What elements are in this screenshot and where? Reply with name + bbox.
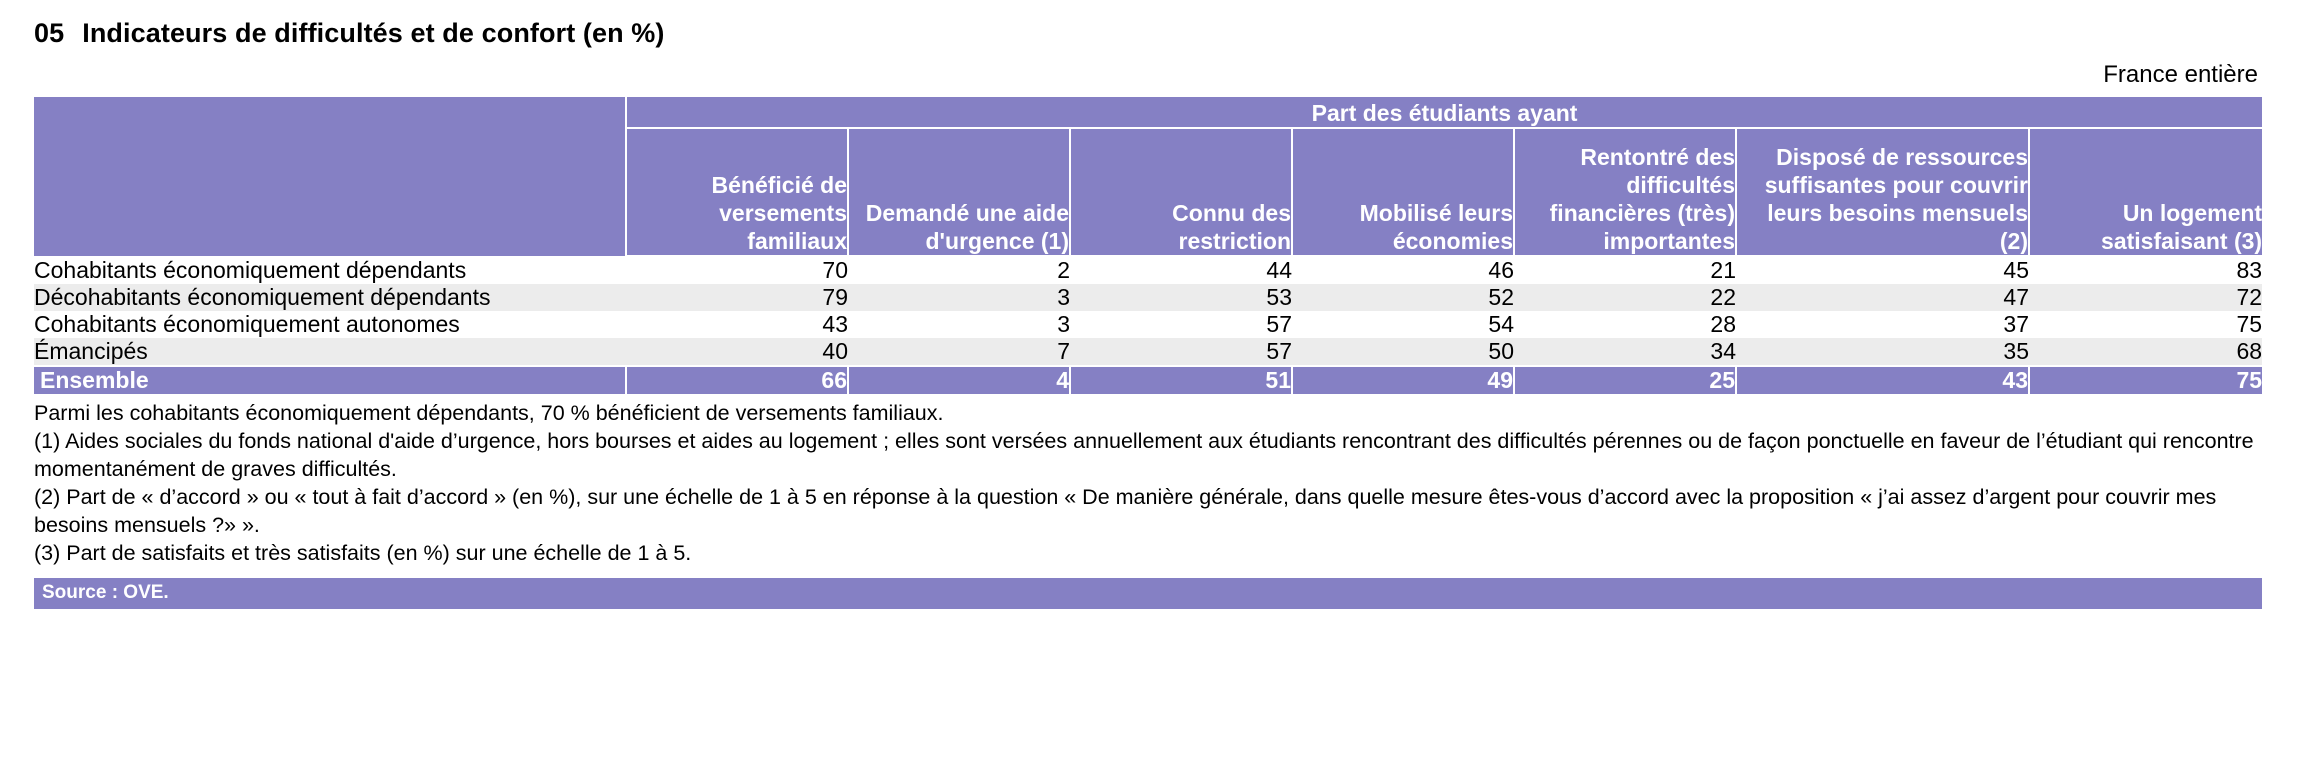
cell-value: 34 [1514, 338, 1736, 366]
column-header-logement-satisfaisant: Un logement satisfaisant (3) [2029, 128, 2262, 256]
note-3: (3) Part de satisfaits et très satisfaits (en %) sur une échelle de 1 à 5. [34, 540, 692, 565]
column-header-restriction: Connu des restriction [1070, 128, 1292, 256]
cell-value: 53 [1070, 284, 1292, 311]
total-cell-value: 66 [626, 366, 848, 394]
column-header-economies: Mobilisé leurs économies [1292, 128, 1514, 256]
cell-value: 68 [2029, 338, 2262, 366]
cell-value: 37 [1736, 311, 2029, 338]
cell-value: 7 [848, 338, 1070, 366]
cell-value: 45 [1736, 256, 2029, 284]
cell-value: 57 [1070, 338, 1292, 366]
table-title-text: Indicateurs de difficultés et de confort (en %) [82, 18, 665, 48]
header-rowlabel-cell [34, 128, 626, 256]
note-1: (1) Aides sociales du fonds national d'aide d’urgence, hors bourses et aides au logement ; elles sont versées annuellement aux étudiants rencontrant des difficultés pérennes ou de façon ponctuelle en faveur de l’étudiant qui rencontre momentanément de graves difficultés. [34, 428, 2254, 481]
cell-value: 52 [1292, 284, 1514, 311]
column-header-ressources-suffisantes: Disposé de ressources suffisantes pour couvrir leurs besoins mensuels (2) [1736, 128, 2029, 256]
table-row [34, 284, 2262, 311]
header-corner-cell [34, 97, 626, 128]
cell-value: 47 [1736, 284, 2029, 311]
total-cell-value: 49 [1292, 366, 1514, 394]
cell-value: 43 [626, 311, 848, 338]
total-cell-value: 25 [1514, 366, 1736, 394]
table-row [34, 311, 2262, 338]
cell-value: 72 [2029, 284, 2262, 311]
table-notes [34, 400, 2262, 568]
table-header-group-row [34, 97, 2262, 128]
cell-value: 70 [626, 256, 848, 284]
indicators-table [34, 97, 2262, 394]
table-row [34, 256, 2262, 284]
cell-value: 35 [1736, 338, 2029, 366]
cell-value: 40 [626, 338, 848, 366]
cell-value: 21 [1514, 256, 1736, 284]
cell-value: 75 [2029, 311, 2262, 338]
note-2: (2) Part de « d’accord » ou « tout à fait d’accord » (en %), sur une échelle de 1 à 5 en réponse à la question « De manière générale, dans quelle mesure êtes-vous d’accord avec la proposition « j’ai assez d’argent pour couvrir mes besoins mensuels ?» ». [34, 484, 2217, 537]
row-label: Décohabitants économiquement dépendants [34, 284, 626, 311]
table-header-columns-row [34, 128, 2262, 256]
cell-value: 22 [1514, 284, 1736, 311]
cell-value: 57 [1070, 311, 1292, 338]
header-group-part-des-etudiants-ayant: Part des étudiants ayant [626, 97, 2262, 128]
cell-value: 28 [1514, 311, 1736, 338]
column-header-versements-familiaux: Bénéficié de versements familiaux [626, 128, 848, 256]
source-bar: Source : OVE. [34, 578, 2262, 609]
column-header-aide-urgence: Demandé une aide d'urgence (1) [848, 128, 1070, 256]
note-reading: Parmi les cohabitants économiquement dépendants, 70 % bénéficient de versements familiaux. [34, 401, 944, 425]
cell-value: 83 [2029, 256, 2262, 284]
total-cell-value: 4 [848, 366, 1070, 394]
scope-label: France entière [2103, 61, 2258, 88]
cell-value: 50 [1292, 338, 1514, 366]
row-label: Cohabitants économiquement autonomes [34, 311, 626, 338]
page-title [34, 18, 2264, 49]
cell-value: 54 [1292, 311, 1514, 338]
row-label: Émancipés [34, 338, 626, 366]
cell-value: 44 [1070, 256, 1292, 284]
cell-value: 2 [848, 256, 1070, 284]
total-row-label: Ensemble [34, 366, 626, 394]
cell-value: 79 [626, 284, 848, 311]
total-cell-value: 51 [1070, 366, 1292, 394]
table-row [34, 338, 2262, 366]
total-cell-value: 75 [2029, 366, 2262, 394]
row-label: Cohabitants économiquement dépendants [34, 256, 626, 284]
cell-value: 3 [848, 284, 1070, 311]
total-cell-value: 43 [1736, 366, 2029, 394]
table-number: 05 [34, 18, 65, 48]
column-header-difficultes-financieres: Rentontré des difficultés financières (très) importantes [1514, 128, 1736, 256]
table-total-row [34, 366, 2262, 394]
cell-value: 46 [1292, 256, 1514, 284]
cell-value: 3 [848, 311, 1070, 338]
